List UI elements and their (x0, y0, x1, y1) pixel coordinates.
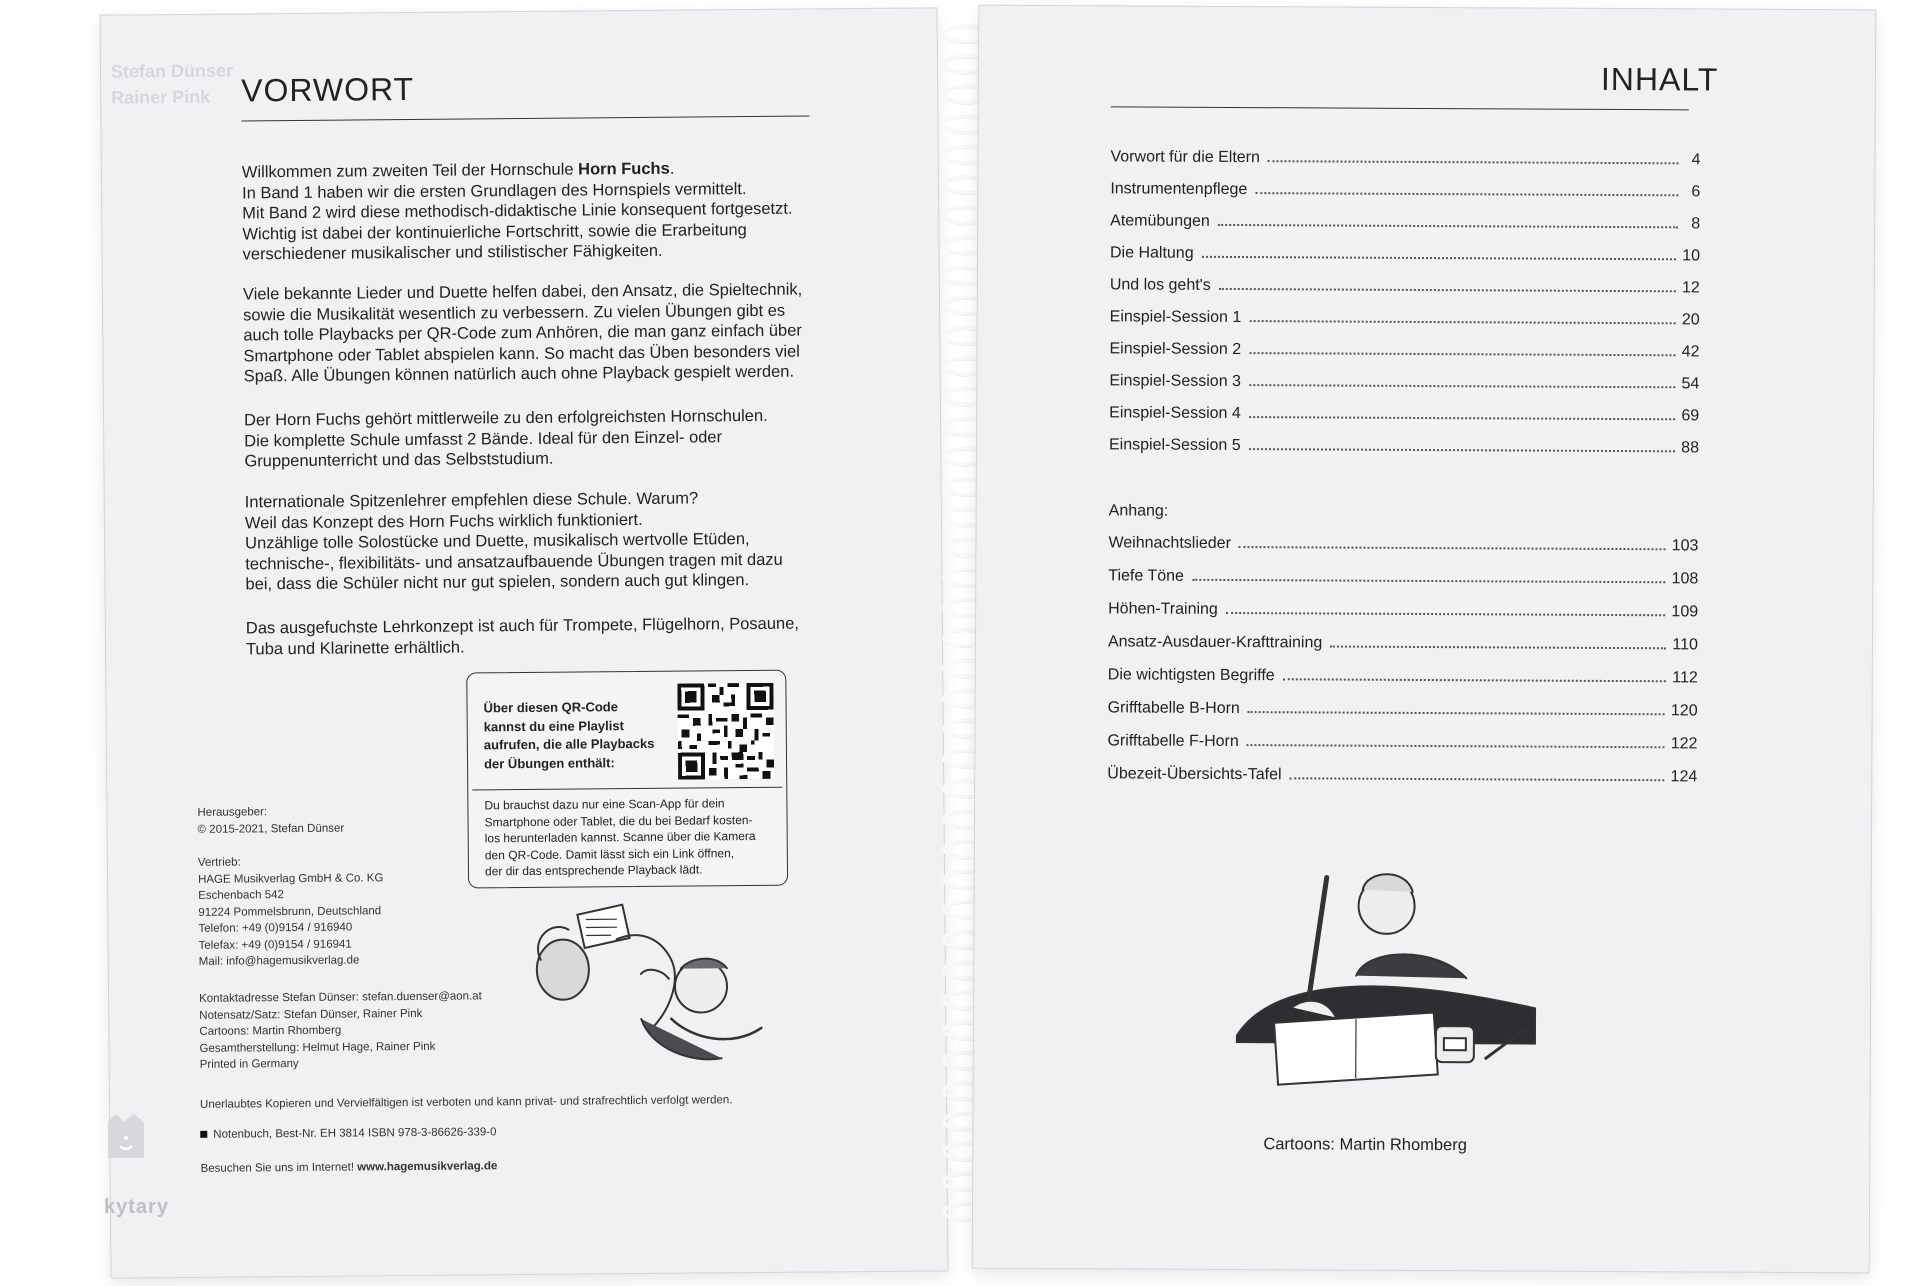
text-line: Printed in Germany (199, 1057, 299, 1071)
toc-page-number: 54 (1681, 375, 1700, 393)
kytary-logo-icon (104, 1112, 148, 1162)
text-line: Der Horn Fuchs gehört mittlerweile zu den erfolgreichsten Hornschulen. (243, 406, 768, 430)
black-square-bullet (200, 1131, 207, 1138)
toc-page-number: 124 (1670, 768, 1698, 786)
ghost-author-1: Stefan Dünser (110, 60, 234, 82)
catalog-number: Notenbuch, Best-Nr. EH 3814 ISBN 978-3-86626-339-0 (213, 1126, 497, 1141)
cartoon-clarinetist-illustration (1236, 857, 1537, 1089)
toc-dot-leader (1218, 224, 1678, 228)
toc-title: Weihnachtslieder (1108, 534, 1231, 552)
text-line: los herunterladen kannst. Scanne über die Kamera (484, 828, 756, 846)
text-line: Telefax: +49 (0)9154 / 916941 (198, 938, 352, 952)
toc-title: Atemübungen (1110, 212, 1210, 230)
text-line: Telefon: +49 (0)9154 / 916940 (198, 921, 353, 935)
text-line: aufrufen, die alle Playbacks (483, 735, 655, 753)
text-line: Viele bekannte Lieder und Duette helfen dabei, den Ansatz, die Spieltechnik, (242, 280, 803, 304)
toc-entry[interactable] (1110, 212, 1700, 239)
text-line: Kontaktadresse Stefan Dünser: stefan.duenser@aon.at (199, 990, 482, 1005)
toc-page-number: 69 (1681, 407, 1700, 425)
text-line: Eschenbach 542 (198, 889, 284, 902)
toc-dot-leader (1239, 546, 1666, 550)
toc-page-number: 120 (1670, 702, 1698, 720)
website-prefix: Besuchen Sie uns im Internet! (200, 1161, 358, 1175)
toc-entry[interactable] (1109, 436, 1699, 463)
toc-title: Einspiel-Session 1 (1109, 308, 1242, 327)
toc-title: Einspiel-Session 4 (1109, 404, 1241, 423)
toc-page-number: 108 (1671, 570, 1699, 588)
toc-entry[interactable] (1109, 372, 1699, 399)
text-line: der dir das entsprechende Playback lädt. (484, 862, 703, 879)
toc-dot-leader (1255, 192, 1678, 196)
page-title-inhalt: INHALT (1600, 60, 1719, 98)
toc-entry[interactable] (1110, 276, 1700, 303)
appendix-entry[interactable] (1108, 600, 1698, 627)
text-line: Smartphone oder Tablet abspielen kann. So macht das Üben besonders viel (243, 342, 801, 365)
toc-dot-leader (1248, 711, 1665, 715)
toc-title: Ansatz-Ausdauer-Krafttraining (1107, 633, 1323, 652)
imprint-publisher (197, 804, 344, 838)
qr-box-divider (472, 787, 782, 791)
publisher-label: Herausgeber: (197, 806, 268, 819)
toc-dot-leader (1283, 678, 1667, 682)
vorwort-paragraph-1 (242, 158, 793, 265)
toc-entry[interactable] (1109, 340, 1699, 367)
toc-page-number: 8 (1691, 215, 1701, 233)
qr-box-instructions (484, 795, 756, 880)
text-line: 91224 Pommelsbrunn, Deutschland (198, 904, 382, 919)
text-line: Wichtig ist dabei der kontinuierliche Fortschritt, sowie die Erarbeitung (242, 220, 747, 243)
page-title-vorwort: VORWORT (241, 70, 415, 109)
toc-title: Höhen-Training (1108, 600, 1218, 618)
catalog-line (200, 1124, 496, 1143)
toc-title: Grifftabelle B-Horn (1107, 699, 1240, 718)
text-line: Die komplette Schule umfasst 2 Bände. Ideal für den Einzel- oder (244, 427, 723, 450)
appendix-label: Anhang: (1108, 502, 1169, 520)
toc-page-number: 6 (1691, 183, 1701, 201)
text-line: sowie die Musikalität wesentlich zu verbessern. Zu vielen Übungen gibt es (243, 301, 786, 324)
toc-title: Einspiel-Session 2 (1109, 340, 1242, 359)
cartoon-credit: Cartoons: Martin Rhomberg (1263, 1135, 1467, 1155)
toc-title: Einspiel-Session 5 (1108, 436, 1241, 455)
publisher-name: © 2015-2021, Stefan Dünser (197, 822, 345, 836)
text-line: Über diesen QR-Code (483, 699, 618, 716)
toc-title: Und los geht's (1109, 276, 1211, 294)
text-line: Tuba und Klarinette erhältlich. (245, 638, 465, 658)
toc-title: Übezeit-Übersichts-Tafel (1107, 765, 1282, 784)
text-line: Unzählige tolle Solostücke und Duette, musikalisch wertvolle Etüden, (245, 530, 750, 553)
toc-page-number: 122 (1670, 735, 1698, 753)
imprint-credits (199, 988, 482, 1073)
text-line: Smartphone oder Tablet, die du bei Bedarf kosten- (484, 812, 753, 829)
text-line: Spaß. Alle Übungen können natürlich auch ohne Playback gespielt werden. (243, 362, 795, 386)
appendix-entry[interactable] (1108, 699, 1698, 726)
toc-entry[interactable] (1110, 180, 1700, 207)
toc-dot-leader (1247, 744, 1665, 748)
distribution-label: Vertrieb: (197, 856, 241, 869)
toc-page-number: 12 (1682, 279, 1700, 297)
watermark-brand: kytary (104, 1196, 169, 1218)
toc-dot-leader (1249, 320, 1676, 324)
toc-title: Die wichtigsten Begriffe (1107, 666, 1275, 685)
text-line: Mail: info@hagemusikverlag.de (198, 954, 360, 968)
toc-title: Tiefe Töne (1108, 567, 1184, 585)
toc-entry[interactable] (1110, 308, 1700, 335)
toc-dot-leader (1330, 646, 1666, 650)
ghost-author-2: Rainer Pink (111, 86, 211, 108)
toc-dot-leader (1202, 256, 1677, 260)
appendix-entry[interactable] (1107, 765, 1697, 792)
toc-entry[interactable] (1109, 404, 1699, 431)
text-line: Cartoons: Martin Rhomberg (199, 1024, 342, 1038)
cartoon-horn-player-illustration (520, 898, 781, 1070)
vorwort-paragraph-3 (244, 406, 768, 472)
toc-dot-leader (1249, 384, 1676, 388)
toc-dot-leader (1249, 448, 1676, 452)
left-page (101, 8, 948, 1277)
text-line: Notensatz/Satz: Stefan Dünser, Rainer Pink (199, 1007, 423, 1022)
toc-page-number: 112 (1672, 669, 1698, 687)
toc-page-number: 110 (1672, 636, 1699, 654)
text-line: Du brauchst dazu nur eine Scan-App für dein (484, 796, 725, 813)
text-line: auch tolle Playbacks per QR-Code zum Anhören, die man ganz einfach über (243, 321, 802, 345)
heading-rule (241, 115, 809, 121)
heading-rule (1111, 106, 1689, 110)
imprint-distribution (198, 853, 384, 970)
toc-title: Einspiel-Session 3 (1109, 372, 1242, 391)
text-line: verschiedener musikalischer und stilistischer Fähigkeiten. (242, 241, 663, 264)
text-line: In Band 1 haben wir die ersten Grundlagen des Hornspiels vermittelt. (241, 179, 747, 202)
copyright-notice: Unerlaubtes Kopieren und Vervielfältigen ist verboten und kann privat- und strafrechtlich verfolgt werden. (199, 1094, 733, 1111)
vorwort-paragraph-4 (245, 488, 783, 595)
qr-box-heading (483, 698, 664, 774)
toc-title: Vorwort für die Eltern (1110, 148, 1260, 167)
text-line: kannst du eine Playlist (483, 717, 624, 734)
text-line: Weil das Konzept des Horn Fuchs wirklich funktioniert. (244, 510, 643, 532)
toc-dot-leader (1249, 416, 1676, 420)
website-link[interactable]: www.hagemusikverlag.de (357, 1160, 498, 1174)
qr-info-box (466, 670, 788, 889)
toc-title: Die Haltung (1109, 244, 1194, 262)
text-line: Das ausgefuchste Lehrkonzept ist auch für Trompete, Flügelhorn, Posaune, (245, 614, 799, 638)
appendix-entry[interactable] (1108, 567, 1698, 594)
text-line: der Übungen enthält: (483, 754, 615, 771)
toc-title: Instrumentenpflege (1110, 180, 1248, 199)
right-page (973, 6, 1876, 1273)
text-line: Gesamtherstellung: Helmut Hage, Rainer Pink (199, 1040, 436, 1055)
text-line: Internationale Spitzenlehrer empfehlen diese Schule. Warum? (244, 489, 699, 512)
text-line: Gruppenunterricht und das Selbststudium. (244, 449, 554, 471)
toc-page-number: 42 (1681, 343, 1700, 361)
toc-page-number: 109 (1671, 603, 1699, 621)
text-line: Mit Band 2 wird diese methodisch-didaktische Linie konsequent fortgesetzt. (242, 199, 793, 223)
toc-page-number: 103 (1671, 537, 1699, 555)
vorwort-paragraph-2 (243, 280, 803, 387)
text-line: bei, dass die Schüler nicht nur gut spielen, sondern auch gut klingen. (245, 571, 750, 594)
toc-dot-leader (1290, 777, 1665, 781)
toc-title: Grifftabelle F-Horn (1107, 732, 1239, 751)
toc-dot-leader (1226, 612, 1666, 616)
appendix-entry[interactable] (1108, 633, 1698, 660)
text-line: HAGE Musikverlag GmbH & Co. KG (197, 871, 384, 886)
appendix-entry[interactable] (1108, 534, 1698, 561)
toc-page-number: 20 (1681, 311, 1700, 329)
toc-dot-leader (1249, 352, 1676, 356)
toc-page-number: 4 (1691, 151, 1701, 169)
text-line: den QR-Code. Damit lässt sich ein Link öffnen, (484, 845, 735, 862)
text-line: technische-, flexibilitäts- und ansatzaufbauende Übungen tragen mit dazu (245, 550, 783, 573)
toc-page-number: 88 (1681, 439, 1700, 457)
toc-dot-leader (1192, 579, 1666, 583)
website-line (201, 1158, 498, 1177)
appendix-entry[interactable] (1108, 666, 1698, 693)
qr-code-image[interactable] (677, 683, 774, 780)
toc-entry[interactable] (1110, 148, 1700, 175)
toc-page-number: 10 (1682, 247, 1701, 265)
vorwort-paragraph-5 (246, 614, 799, 660)
text-line: Willkommen zum zweiten Teil der Hornschule Horn Fuchs. (241, 159, 675, 182)
toc-dot-leader (1268, 160, 1679, 164)
toc-entry[interactable] (1110, 244, 1700, 271)
appendix-entry[interactable] (1107, 732, 1697, 759)
toc-dot-leader (1219, 288, 1676, 292)
